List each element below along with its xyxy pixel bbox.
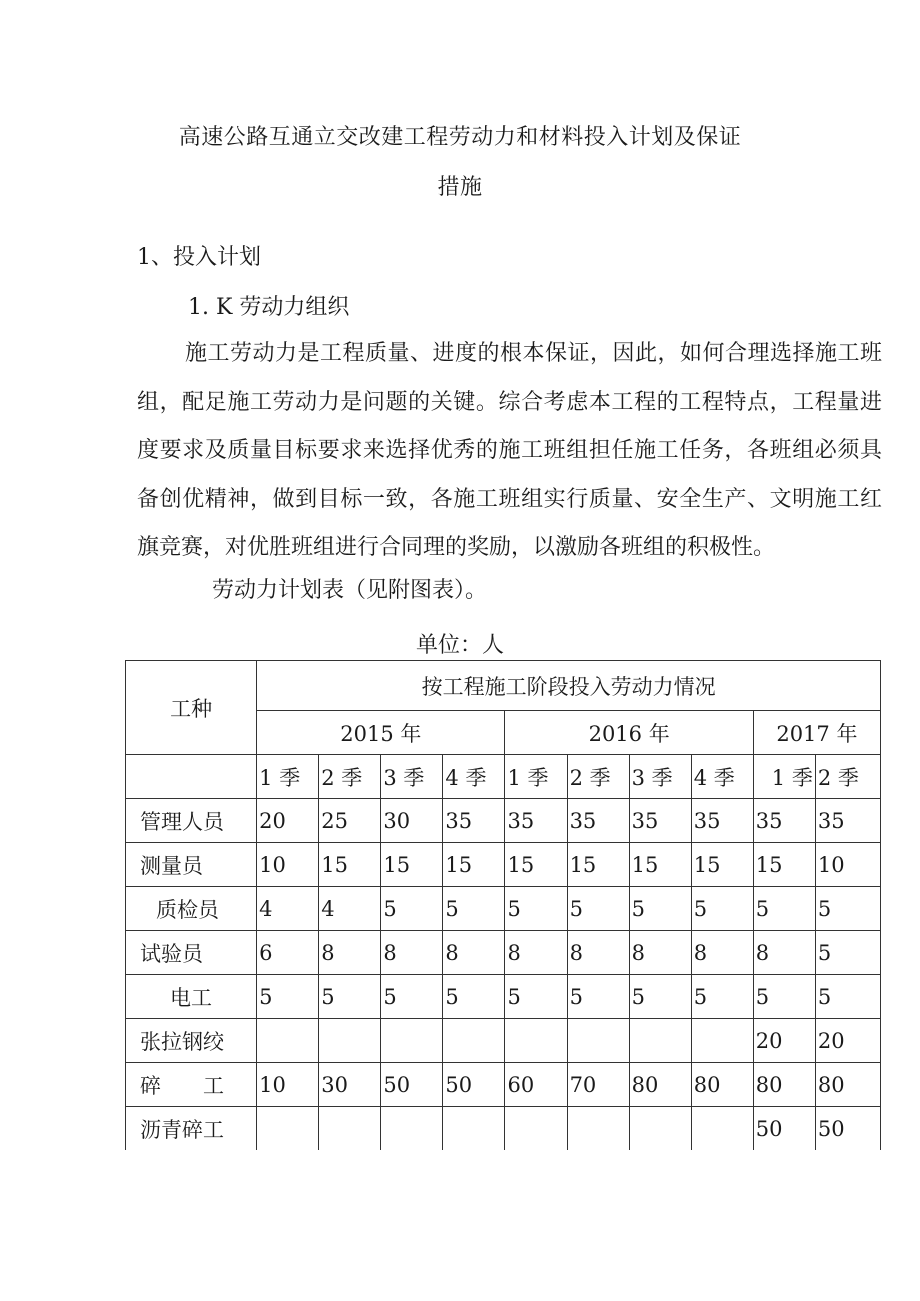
- table-cell: 35: [815, 799, 880, 843]
- table-row: [126, 843, 881, 887]
- table-cell: 5: [629, 887, 691, 931]
- group-header: 按工程施工阶段投入劳动力情况: [257, 661, 881, 711]
- quarter-header: 4 季: [443, 755, 505, 799]
- quarter-header: 1 季: [753, 755, 815, 799]
- table-cell: 5: [319, 975, 381, 1019]
- table-cell: 15: [381, 843, 443, 887]
- table-cell: 20: [257, 799, 319, 843]
- table-cell: 8: [567, 931, 629, 975]
- table-cell: [319, 1019, 381, 1063]
- table-cell: 15: [443, 843, 505, 887]
- table-cell: 8: [691, 931, 753, 975]
- table-row: [126, 887, 881, 931]
- table-cell: 35: [629, 799, 691, 843]
- table-cell: 5: [691, 975, 753, 1019]
- table-cell: 5: [815, 931, 880, 975]
- row-label: 沥青碎工: [126, 1107, 257, 1151]
- table-cell: 80: [815, 1063, 880, 1107]
- table-cell: 5: [443, 887, 505, 931]
- quarter-row-blank: [126, 755, 257, 799]
- table-cell: 20: [815, 1019, 880, 1063]
- table-cell: 35: [567, 799, 629, 843]
- labor-plan-table: [125, 660, 881, 1150]
- table-row: [126, 975, 881, 1019]
- table-cell: 50: [815, 1107, 880, 1151]
- table-cell: 15: [629, 843, 691, 887]
- table-cell: 5: [567, 887, 629, 931]
- table-cell: 25: [319, 799, 381, 843]
- table-cell: [443, 1019, 505, 1063]
- table-cell: 5: [567, 975, 629, 1019]
- table-cell: 10: [257, 843, 319, 887]
- table-cell: 5: [381, 887, 443, 931]
- table-cell: 8: [629, 931, 691, 975]
- table-cell: 10: [815, 843, 880, 887]
- table-note: 劳动力计划表（见附图表）。: [212, 578, 488, 603]
- table-cell: [505, 1107, 567, 1151]
- row-label: 质检员: [126, 887, 257, 931]
- row-label: 碎 工: [126, 1063, 257, 1107]
- corner-header: 工种: [126, 661, 257, 755]
- table-cell: [629, 1107, 691, 1151]
- table-cell: [257, 1107, 319, 1151]
- quarter-header: 3 季: [381, 755, 443, 799]
- table-cell: [505, 1019, 567, 1063]
- table-cell: 8: [753, 931, 815, 975]
- table-cell: [381, 1107, 443, 1151]
- table-cell: 35: [443, 799, 505, 843]
- table-cell: 35: [691, 799, 753, 843]
- table-unit: 单位：人: [415, 633, 504, 658]
- table-cell: 5: [691, 887, 753, 931]
- year-header: 2015 年: [257, 711, 505, 755]
- table-cell: 30: [319, 1063, 381, 1107]
- table-cell: [567, 1019, 629, 1063]
- section-heading-1-1: 1. K 劳动力组织: [188, 295, 350, 320]
- table-cell: 15: [691, 843, 753, 887]
- table-cell: 15: [567, 843, 629, 887]
- table-cell: 5: [443, 975, 505, 1019]
- section-heading-1: 1、投入计划: [137, 245, 261, 270]
- table-cell: 30: [381, 799, 443, 843]
- table-cell: 8: [505, 931, 567, 975]
- body-paragraph: 施工劳动力是工程质量、进度的根本保证，因此，如何合理选择施工班组，配足施工劳动力是问题的关键。综合考虑本工程的工程特点，工程量进度要求及质量目标要求来选择优秀的施工班组担任施工任务，各班组必须具备创优精神，做到目标一致，各施工班组实行质量、安全生产、文明施工红旗竞赛，对优胜班组进行合同理的奖励，以激励各班组的积极性。: [137, 341, 882, 560]
- table-cell: 80: [629, 1063, 691, 1107]
- table-cell: 5: [753, 975, 815, 1019]
- table-cell: [567, 1107, 629, 1151]
- table-cell: 35: [505, 799, 567, 843]
- table-cell: 8: [319, 931, 381, 975]
- quarter-header: 4 季: [691, 755, 753, 799]
- table-cell: 5: [505, 887, 567, 931]
- table-cell: 5: [381, 975, 443, 1019]
- row-label: 测量员: [126, 843, 257, 887]
- table-cell: 5: [629, 975, 691, 1019]
- table-row: [126, 1063, 881, 1107]
- table-cell: 5: [257, 975, 319, 1019]
- table-cell: [691, 1019, 753, 1063]
- table-cell: 35: [753, 799, 815, 843]
- table-row: [126, 931, 881, 975]
- table-cell: 15: [319, 843, 381, 887]
- year-header: 2017 年: [753, 711, 880, 755]
- table-cell: 8: [443, 931, 505, 975]
- row-label: 张拉钢绞: [126, 1019, 257, 1063]
- table-row: [126, 1107, 881, 1151]
- table-cell: 60: [505, 1063, 567, 1107]
- doc-title-line2: 措施: [437, 175, 483, 200]
- quarter-header: 1 季: [505, 755, 567, 799]
- table-cell: 4: [257, 887, 319, 931]
- table-cell: 5: [815, 887, 880, 931]
- table-cell: 5: [505, 975, 567, 1019]
- table-cell: 50: [443, 1063, 505, 1107]
- table-cell: 70: [567, 1063, 629, 1107]
- table-cell: 15: [505, 843, 567, 887]
- table-cell: 15: [753, 843, 815, 887]
- table-cell: [257, 1019, 319, 1063]
- table-cell: 80: [691, 1063, 753, 1107]
- table-cell: [629, 1019, 691, 1063]
- table-cell: 5: [753, 887, 815, 931]
- table-cell: 10: [257, 1063, 319, 1107]
- table-cell: 20: [753, 1019, 815, 1063]
- row-label: 试验员: [126, 931, 257, 975]
- year-header: 2016 年: [505, 711, 753, 755]
- doc-title-line1: 高速公路互通立交改建工程劳动力和材料投入计划及保证: [178, 125, 742, 150]
- table-cell: 5: [815, 975, 880, 1019]
- quarter-header: 2 季: [567, 755, 629, 799]
- table-cell: 50: [381, 1063, 443, 1107]
- table-cell: 4: [319, 887, 381, 931]
- table-cell: 8: [381, 931, 443, 975]
- row-label: 管理人员: [126, 799, 257, 843]
- table-cell: 80: [753, 1063, 815, 1107]
- table-cell: 6: [257, 931, 319, 975]
- table-cell: [319, 1107, 381, 1151]
- table-row: [126, 799, 881, 843]
- table-cell: 50: [753, 1107, 815, 1151]
- quarter-header: 1 季: [257, 755, 319, 799]
- table-cell: [381, 1019, 443, 1063]
- table-cell: [691, 1107, 753, 1151]
- table-row: [126, 1019, 881, 1063]
- quarter-header: 2 季: [319, 755, 381, 799]
- quarter-header: 3 季: [629, 755, 691, 799]
- quarter-header: 2 季: [815, 755, 880, 799]
- row-label: 电工: [126, 975, 257, 1019]
- table-cell: [443, 1107, 505, 1151]
